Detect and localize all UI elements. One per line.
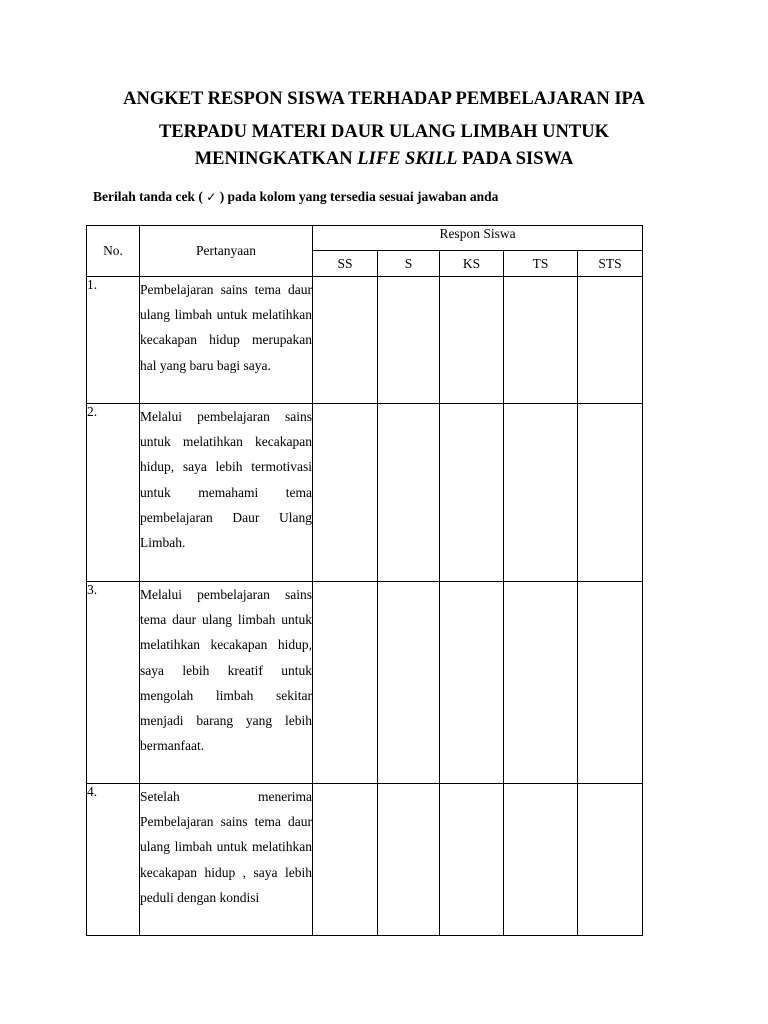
document-title-line-3 (0, 149, 768, 169)
row-number: 1. (87, 277, 140, 404)
response-cell-ks[interactable] (440, 404, 504, 582)
response-cell-ks[interactable] (440, 277, 504, 404)
row-number: 4. (87, 784, 140, 936)
instruction-text (93, 188, 498, 206)
response-cell-s[interactable] (378, 582, 440, 784)
question-text: Melalui pembelajaran sains tema daur ulang limbah untuk melatihkan kecakapan hidup, saya lebih kreatif untuk mengolah limbah sekitar menjadi barang yang lebih bermanfaat. (140, 587, 312, 754)
response-cell-sts[interactable] (578, 404, 643, 582)
table-row (87, 404, 643, 582)
response-cell-ks[interactable] (440, 582, 504, 784)
header-no: No. (87, 226, 140, 277)
survey-table (86, 225, 643, 936)
row-question (140, 784, 313, 936)
row-number: 2. (87, 404, 140, 582)
response-cell-s[interactable] (378, 277, 440, 404)
instruction-before: Berilah tanda cek ( (93, 189, 207, 204)
response-cell-ss[interactable] (313, 277, 378, 404)
header-option-ks: KS (440, 251, 504, 277)
title-line-3-italic: LIFE SKILL (357, 149, 458, 169)
document-title-line-1: ANGKET RESPON SISWA TERHADAP PEMBELAJARAN IPA (123, 89, 645, 109)
header-option-sts: STS (578, 251, 643, 277)
header-option-s: S (378, 251, 440, 277)
table-header-row (87, 226, 643, 251)
table-row (87, 277, 643, 404)
table-row (87, 784, 643, 936)
response-cell-s[interactable] (378, 404, 440, 582)
check-mark-icon: ✓ (206, 190, 217, 204)
row-question (140, 404, 313, 582)
instruction-after: ) pada kolom yang tersedia sesuai jawaban anda (216, 189, 499, 204)
response-cell-ts[interactable] (504, 582, 578, 784)
header-option-ts: TS (504, 251, 578, 277)
response-cell-ts[interactable] (504, 784, 578, 936)
response-cell-ss[interactable] (313, 784, 378, 936)
response-cell-sts[interactable] (578, 784, 643, 936)
response-cell-ts[interactable] (504, 404, 578, 582)
row-question (140, 277, 313, 404)
header-question: Pertanyaan (140, 226, 313, 277)
header-option-ss: SS (313, 251, 378, 277)
response-cell-s[interactable] (378, 784, 440, 936)
response-cell-sts[interactable] (578, 277, 643, 404)
question-text: Setelah menerima Pembelajaran sains tema daur ulang limbah untuk melatihkan kecakapan hidup , saya lebih peduli dengan kondisi (140, 789, 312, 905)
response-cell-sts[interactable] (578, 582, 643, 784)
question-text: Pembelajaran sains tema daur ulang limbah untuk melatihkan kecakapan hidup merupakan hal yang baru bagi saya. (140, 282, 312, 373)
title-line-3-start: MENINGKATKAN (194, 149, 358, 169)
response-cell-ss[interactable] (313, 404, 378, 582)
table-row (87, 582, 643, 784)
response-cell-ss[interactable] (313, 582, 378, 784)
question-text: Melalui pembelajaran sains untuk melatihkan kecakapan hidup, saya lebih termotivasi untuk memahami tema pembelajaran Daur Ulang Limbah. (140, 409, 312, 551)
row-question (140, 582, 313, 784)
response-cell-ks[interactable] (440, 784, 504, 936)
row-number: 3. (87, 582, 140, 784)
title-line-3-end: PADA SISWA (457, 149, 574, 169)
response-cell-ts[interactable] (504, 277, 578, 404)
document-title-line-2: TERPADU MATERI DAUR ULANG LIMBAH UNTUK (158, 122, 609, 142)
header-response: Respon Siswa (313, 226, 643, 251)
